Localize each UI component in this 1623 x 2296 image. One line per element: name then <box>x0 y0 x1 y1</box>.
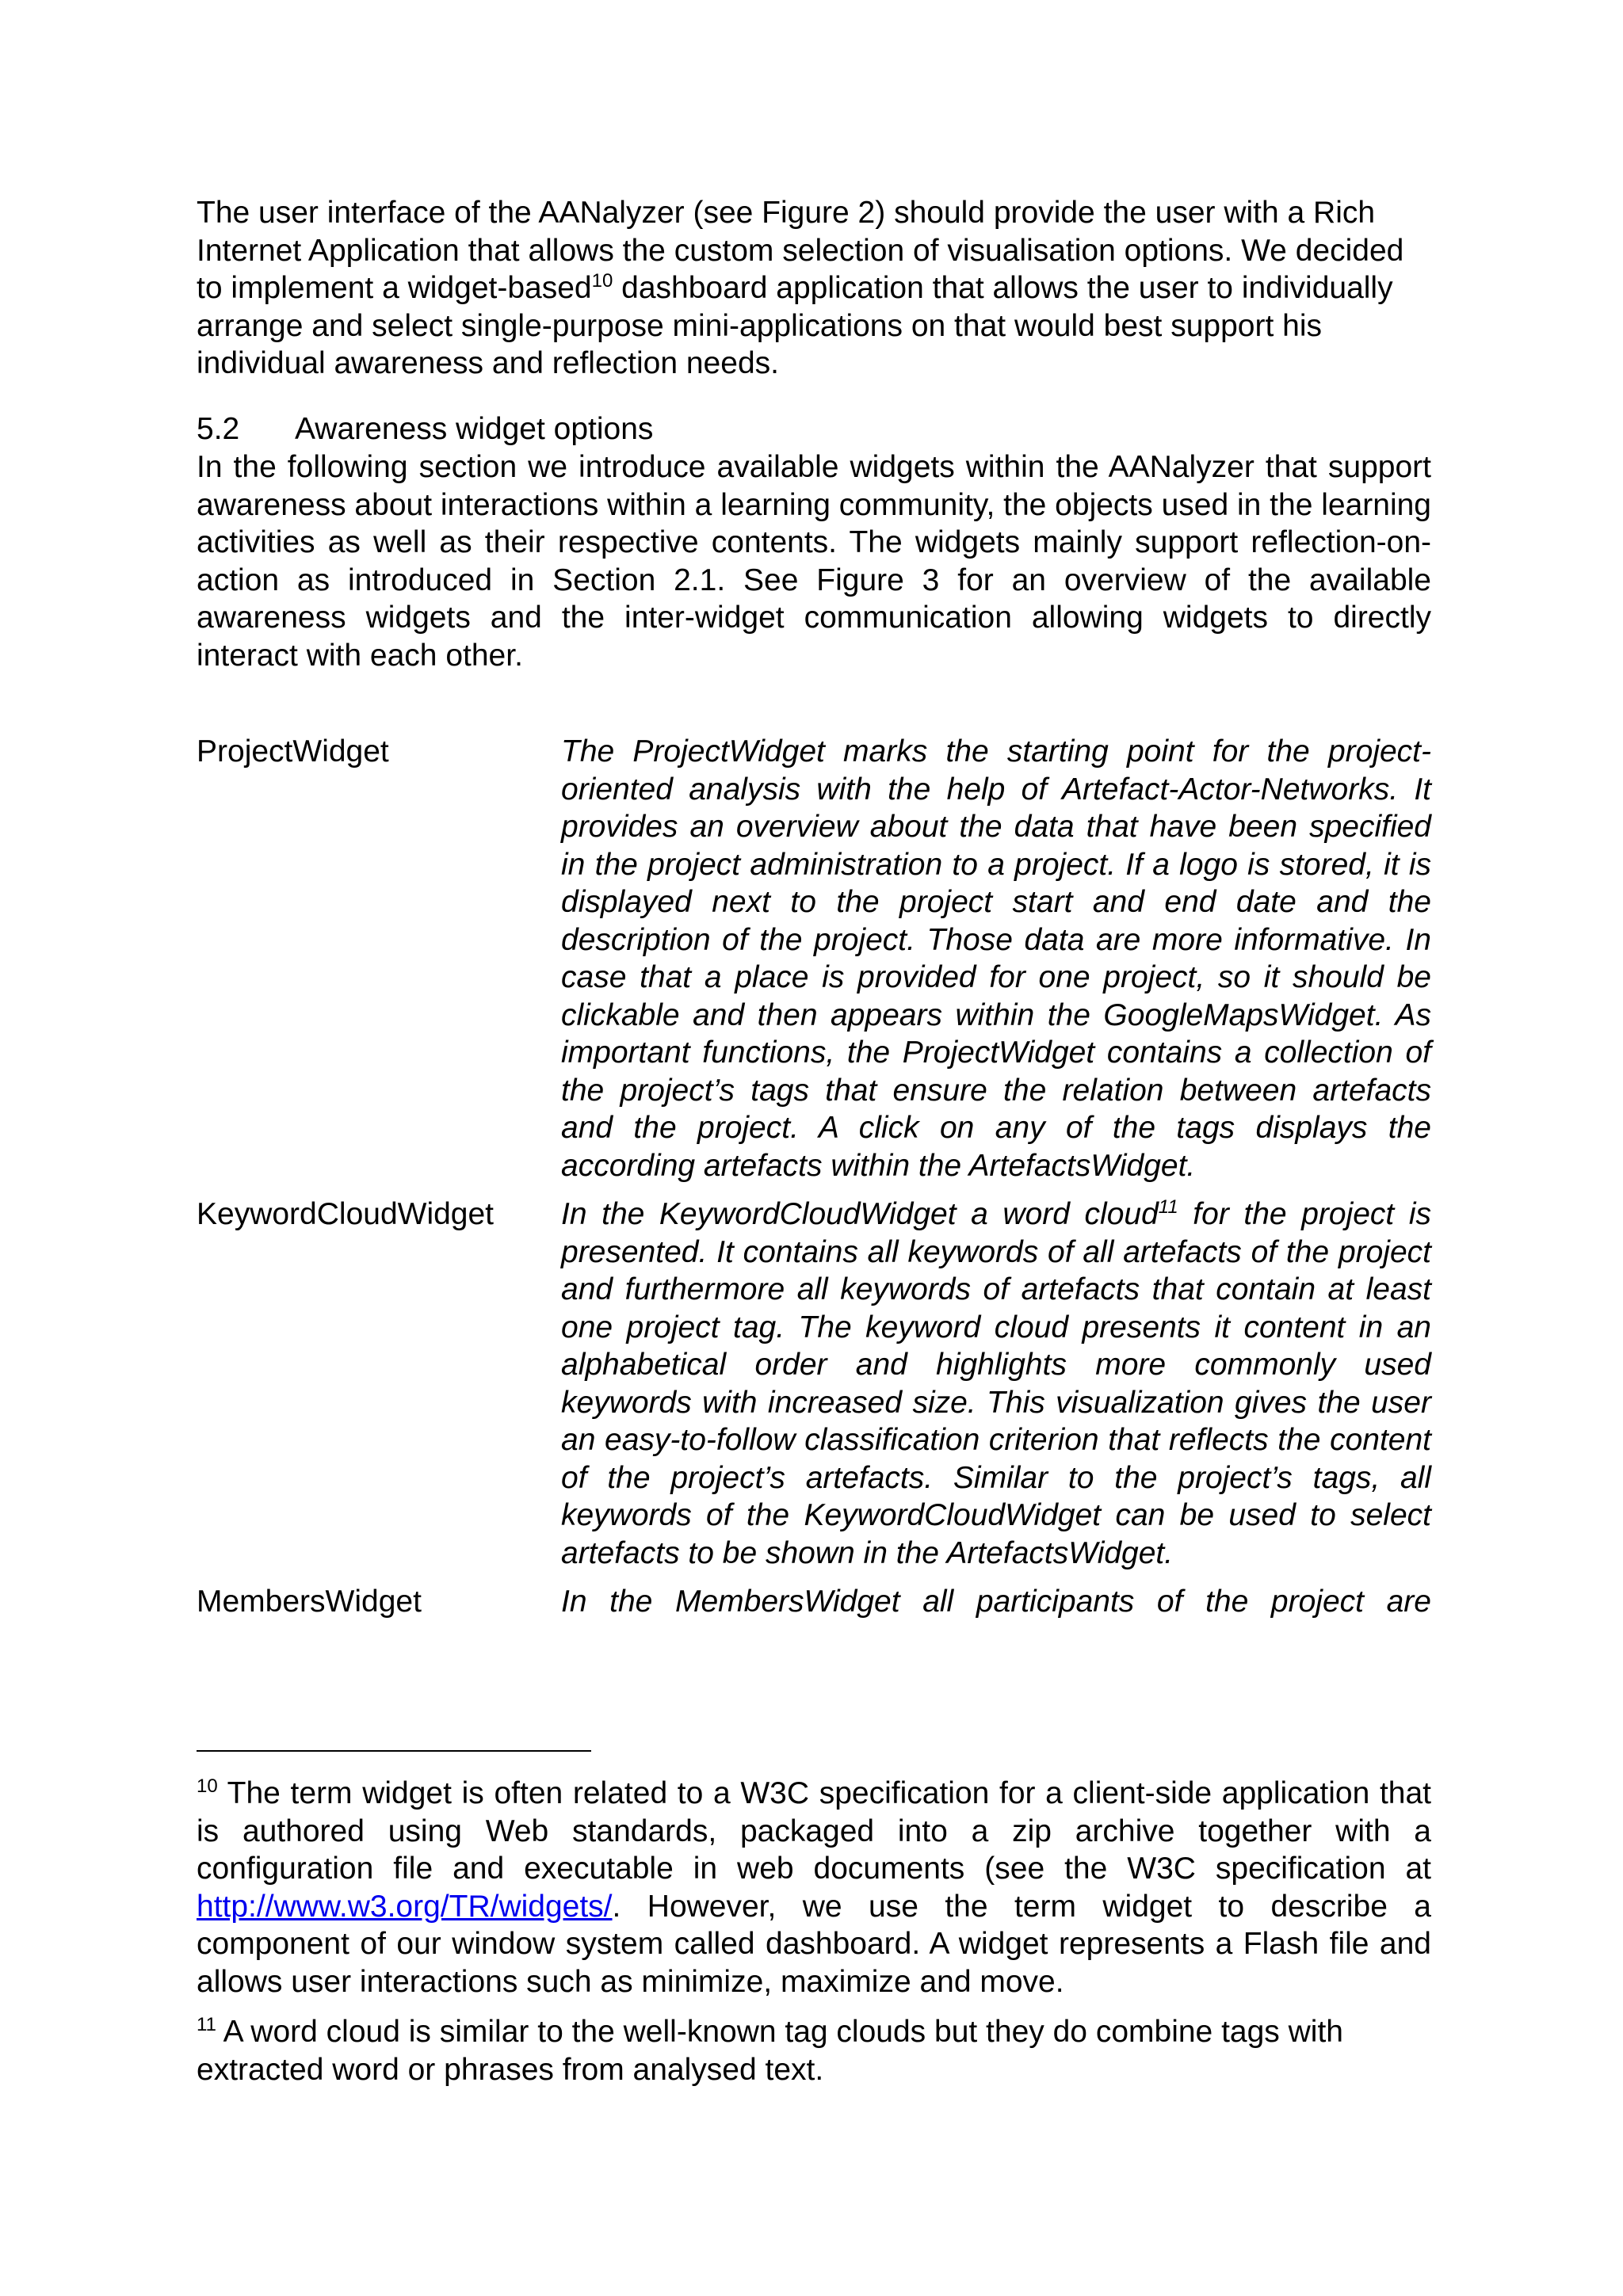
footnote-text-after: . However, we use the term widget to describe a component of our window system called dashboard. A widget represents a Flash file and allows user interactions such as minimize, maximize and move. <box>197 1889 1431 1999</box>
definition-description <box>561 1196 1431 1572</box>
definition-term: MembersWidget <box>197 1585 422 1619</box>
footnote-text: A word cloud is similar to the well-known tag clouds but they do combine tags with extracted word or phrases from analysed text. <box>197 2015 1343 2087</box>
footnote-ref-10[interactable]: 10 <box>591 270 613 292</box>
section-paragraph: In the following section we introduce available widgets within the AANalyzer that support awareness about interactions within a learning community, the objects used in the learning activities as well as their respective contents. The widgets mainly support reflection-on-action as introduced in Section 2.1. See Figure 3 for an overview of the available awareness widgets and the inter-widget communication allowing widgets to directly interact with each other. <box>197 450 1432 673</box>
intro-paragraph <box>197 194 1431 383</box>
footnotes <box>197 1775 1431 2088</box>
footnote-mark: 10 <box>197 1775 218 1797</box>
footnote-ref-11[interactable]: 11 <box>1158 1196 1178 1218</box>
section-number: 5.2 <box>197 412 240 446</box>
definition-description <box>561 1583 1431 1621</box>
footnote-text-before: The term widget is often related to a W3C specification for a client-side application that is authored using Web standards, packaged into a zip archive together with a configuration file and executable in web documents (see the W3C specification at <box>197 1776 1431 1886</box>
footnote-11 <box>197 2013 1431 2088</box>
definition-row-memberswidget <box>197 1583 1431 1621</box>
section-title: Awareness widget options <box>295 412 654 446</box>
description-text: The ProjectWidget marks the starting point for the project-oriented analysis with the help of Artefact-Actor-Networks. It provides an overview about the data that have been specified in the project administration to a project. If a logo is stored, it is displayed next to the project start and end date and the description of the project. Those data are more informative. In case that a place is provided for one project, so it should be clickable and then appears within the GoogleMapsWidget. As important functions, the ProjectWidget contains a collection of the project’s tags that ensure the relation between artefacts and the project. A click on any of the tags displays the according artefacts within the ArtefactsWidget. <box>561 734 1431 1183</box>
intro-text-before: The user interface of the AANalyzer (see Figure 2) should provide the user with a Rich Internet Application that allows the custom selection of visualisation options. We decided to implement a widget-based <box>197 196 1404 305</box>
footnote-mark: 11 <box>197 2014 216 2035</box>
footnote-10 <box>197 1775 1431 2000</box>
definition-term: KeywordCloudWidget <box>197 1197 495 1231</box>
description-text: In the MembersWidget all participants of the project are <box>561 1585 1431 1619</box>
description-text-after: for the project is presented. It contains all keywords of all artefacts of the project and furthermore all keywords of artefacts that contain at least one project tag. The keyword cloud presents it content in an alphabetical order and highlights more commonly used keywords with increased size. This visualization gives the user an easy-to-follow classification criterion that reflects the content of the project’s artefacts. Similar to the project’s tags, all keywords of the KeywordCloudWidget can be used to select artefacts to be shown in the ArtefactsWidget. <box>561 1197 1432 1570</box>
definition-row-keywordcloudwidget <box>197 1196 1431 1572</box>
intro-text-after: dashboard application that allows the user to individually arrange and select single-purpose mini-applications on that would best support his individual awareness and reflection needs. <box>197 271 1393 380</box>
definition-term: ProjectWidget <box>197 734 389 769</box>
section-heading <box>197 410 1431 448</box>
widget-definitions <box>197 733 1431 1621</box>
definition-row-projectwidget <box>197 733 1431 1184</box>
description-text-before: In the KeywordCloudWidget a word cloud <box>561 1197 1159 1231</box>
definition-description <box>561 733 1431 1184</box>
footnote-separator <box>197 1750 591 1752</box>
w3c-widgets-link[interactable]: http://www.w3.org/TR/widgets/ <box>197 1889 613 1924</box>
